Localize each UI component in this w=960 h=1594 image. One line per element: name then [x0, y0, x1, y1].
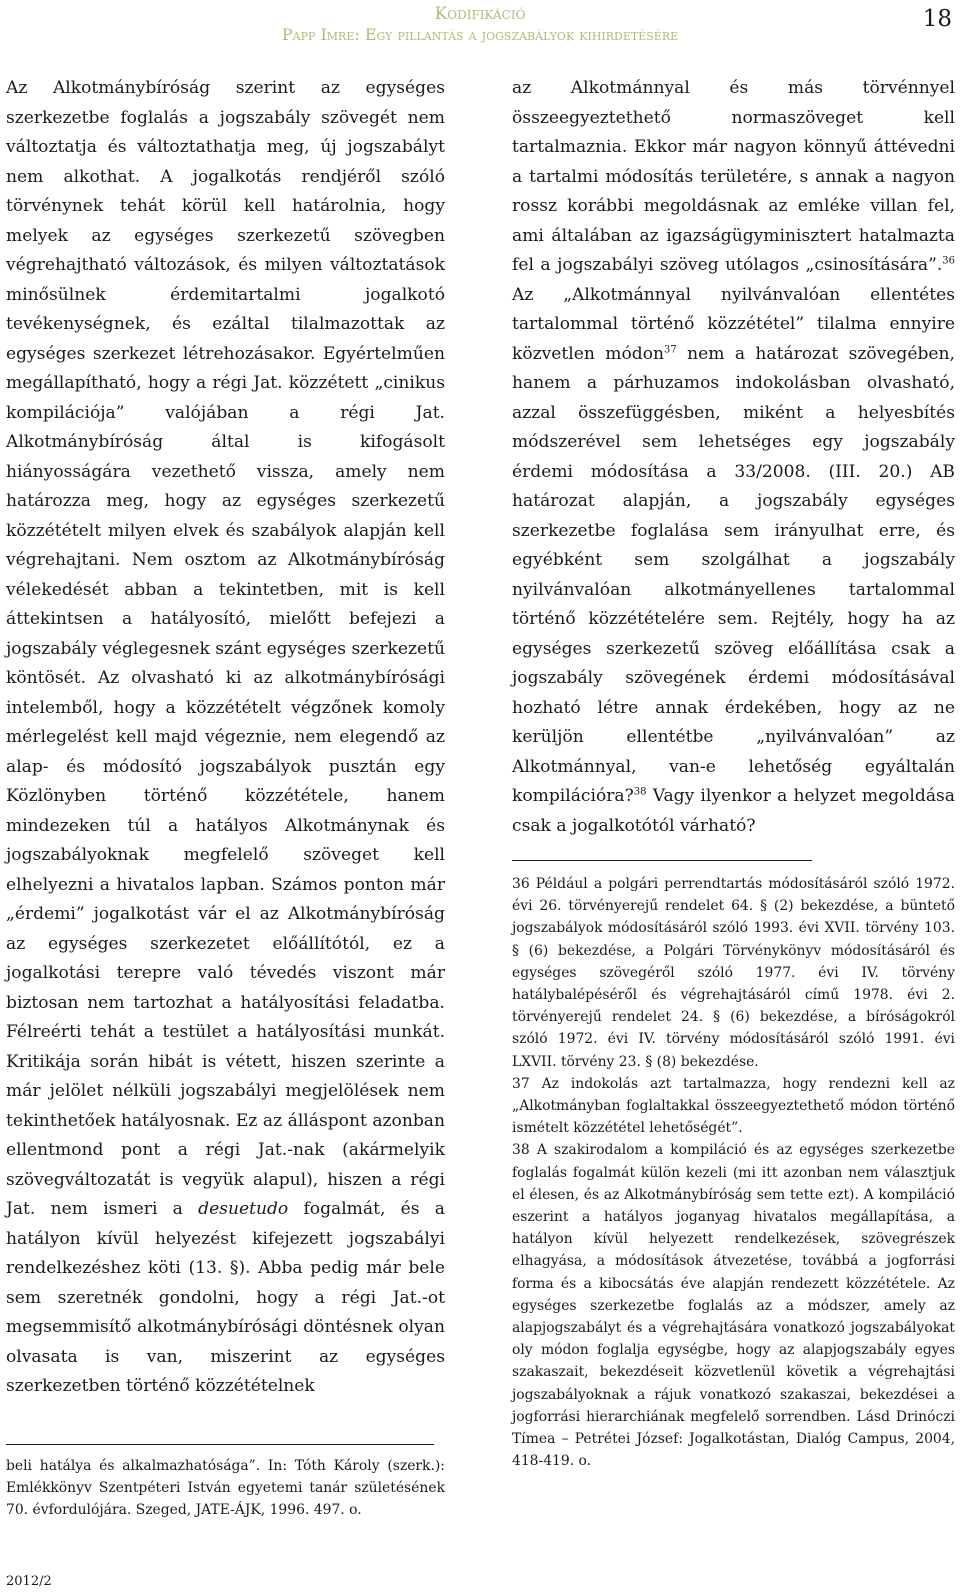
footnote-continuation-text: beli hatálya és alkalmazhatósága”. In: Tóth Károly (szerk.): Emlékkönyv Szentpéteri István egyetemi tanár születésének 70. évfordulójára. Szeged, JATE-ÁJK, 1996. 497. o. — [6, 1458, 445, 1519]
footnotes — [512, 873, 955, 1472]
footnote-number: 36 — [512, 876, 530, 892]
footnote-separator-right — [512, 860, 812, 861]
footnote-36 — [512, 873, 955, 1073]
footnote-continuation — [6, 1455, 445, 1522]
footnote-text: A szakirodalom a kompiláció és az egységes szerkezetbe foglalás fogalmát külön kezeli (mi itt azonban nem választjuk el élesen, és az Alkotmánybíróság sem tette ezt). A kompiláció eszerint a hatályos joganyag hivatalos megállapítása, a hatályon kívül helyezett rendelkezések, szövegrészek elhagyása, a módosítások átvezetése, továbbá a jogforrási forma és a kibocsátás éve alapján rendezett közzététele. Az egységes szerkezetbe foglalás az a módszer, amely az alapjogszabályt és a végrehajtására vonatkozó jogszabályokat oly módon foglalja egységbe, hogy az alapjogszabály egyes szakaszait, bekezdéseit közvetlenül követik a végrehajtási jogszabályoknak a rájuk vonatkozó szakaszai, bekezdései a jogforrási hierarchiának megfelelő sorrendben. Lásd Drinóczi Tímea – Petrétei József: Jogalkotástan, Dialóg Campus, 2004, 418-419. o. — [512, 1142, 955, 1470]
footnote-ref-37[interactable]: 37 — [664, 343, 677, 355]
footnote-number: 37 — [512, 1075, 530, 1092]
right-body-paragraph — [512, 74, 955, 841]
footnote-37 — [512, 1073, 955, 1140]
left-body-text-1: Az Alkotmánybíróság szerint az egységes szerkezetbe foglalás a jogszabály szövegét nem változtatja és változtathatja meg, új jogszabályt nem alkothat. A jogalkotás rendjéről szóló törvénynek tehát körül kell határolnia, hogy melyek az egységes szerkezetű szövegben végrehajtható változások, és milyen változtatások minősülnek érdemitartalmi jogalkotó tevékenységnek, és ezáltal tilalmazottak az egységes szerkezet létrehozásakor. Egyértelműen megállapítható, hogy a régi Jat. közzétett „cinikus kompilációja” valójában a régi Jat. Alkotmánybíróság által is kifogásolt hiányosságára vezethető vissza, amely nem határozza meg, hogy az egységes szerkezetű közzétételt milyen elvek és szabályok alapján kell végrehajtani. Nem osztom az Alkotmánybíróság vélekedését abban a tekintetben, mit is kell áttekintsen a hatályosító, mielőtt befejezi a jogszabály véglegesnek szánt egységes szerkezetű köntösét. Az olvasható ki az alkotmánybírósági intelemből, hogy a közzétételt végzőnek komoly mérlegelést kell majd végeznie, nem elegendő az alap- és módosító jogszabályok pusztán egy Közlönyben történő közzététele, hanem mindezeken túl a hatályos Alkotmánynak és jogszabályoknak megfelelő szöveget kell elhelyezni a hivatalos lapban. Számos ponton már „érdemi” jogalkotást vár el az Alkotmánybíróság az egységes szerkezetet előállítótól, ez a jogalkotási terepre való tévedés viszont már biztosan nem tartozhat a hatályosítási feladatba. Félreérti tehát a testület a hatályosítási munkát. Kritikája során hibát is vétett, hiszen szerinte a már jelölet nélküli jogszabályi megjelölések nem tekinthetőek hatályosnak. Ez az álláspont azonban ellentmond pont a régi Jat.-nak (akármelyik szövegváltozatát is vegyük alapul), hiszen a régi Jat. nem ismeri a — [6, 78, 445, 1219]
right-body-text-4: Vagy ilyenkor a helyzet megoldása csak a jogalkotótól várható? — [512, 786, 955, 836]
footnote-ref-36[interactable]: 36 — [942, 255, 955, 267]
footnote-number: 38 — [512, 1142, 530, 1159]
right-column — [512, 74, 955, 841]
running-header-title: Papp Imre: Egy pillantás a jogszabályok kihirdetésére — [281, 25, 679, 44]
footnote-ref-38[interactable]: 38 — [633, 786, 647, 798]
footnote-separator-left — [6, 1444, 434, 1445]
footnote-38 — [512, 1139, 955, 1472]
running-header-section: Kodifikáció — [434, 4, 526, 24]
left-column — [6, 74, 445, 1402]
italic-term: desuetudo — [198, 1199, 289, 1219]
issue-label: 2012/2 — [6, 1574, 52, 1589]
left-body-text-2: fogalmát, és a hatályon kívül helyezést kifejezett jogszabályi rendelkezéshez köti (13. §). Abba pedig már bele sem szeretnék gondolni, hogy a régi Jat.-ot megsemmisítő alkotmánybírósági döntésnek olyan olvasata is van, miszerint az egységes szerkezetben történő közzétételnek — [6, 1199, 445, 1396]
footnote-text: Például a polgári perrendtartás módosításáról szóló 1972. évi 26. törvényerejű rendelet 64. § (2) bekezdése, a büntető jogszabályok módosításáról szóló 1993. évi XVII. törvény 103. § (6) bekezdése, a Polgári Törvénykönyv módosításáról és egységes szövegéről szóló 1977. évi IV. törvény hatálybalépéséről és végrehajtásáról című 1978. évi 2. törvényerejű rendelet 24. § (6) bekezdése, a bíróságokról szóló 1972. évi IV. törvény módosításáról szóló 1991. évi LXVII. törvény 23. § (8) bekezdése. — [512, 876, 955, 1070]
page-number: 18 — [922, 6, 952, 32]
footnote-text: Az indokolás azt tartalmazza, hogy rendezni kell az „Alkotmányban foglaltakkal összeegyeztethető módon történő ismételt közzététel lehetőségét”. — [512, 1075, 955, 1137]
left-body-paragraph — [6, 74, 445, 1402]
right-body-text-1: az Alkotmánnyal és más törvénnyel összeegyeztethető normaszöveget kell tartalmaznia. Ekkor már nagyon könnyű áttévedni a tartalmi módosítás területére, s annak a nagyon rossz korábbi megoldásnak az emléke villan fel, ami általában az igazságügyminisztert hatalmazta fel a jogszabályi szöveg utólagos „csinosítására”. — [512, 78, 955, 275]
right-body-text-2: Az „Alkotmánnyal nyilvánvalóan ellentétes tartalommal történő közzététel” tilalma ennyire közvetlen módon — [512, 284, 955, 364]
right-body-text-3: nem a határozat szövegében, hanem a párhuzamos indokolásban olvasható, azzal összefüggésben, miként a helyesbítés módszerével sem lehetséges egy jogszabály érdemi módosítása a 33/2008. (III. 20.) AB határozat alapján, a jogszabály egységes szerkezetbe foglalása sem irányulhat erre, és egyébként sem szolgálhat a jogszabály nyilvánvalóan alkotmányellenes tartalommal történő közzétételére sem. Rejtély, hogy ha az egységes szerkezetű szöveg előállítása csak a jogszabály szövegének érdemi módosításával hozható létre annak érdekében, hogy az ne kerüljön ellentétbe „nyilvánvalóan” az Alkotmánnyal, van-e lehetőség egyáltalán kompilációra? — [512, 343, 955, 806]
